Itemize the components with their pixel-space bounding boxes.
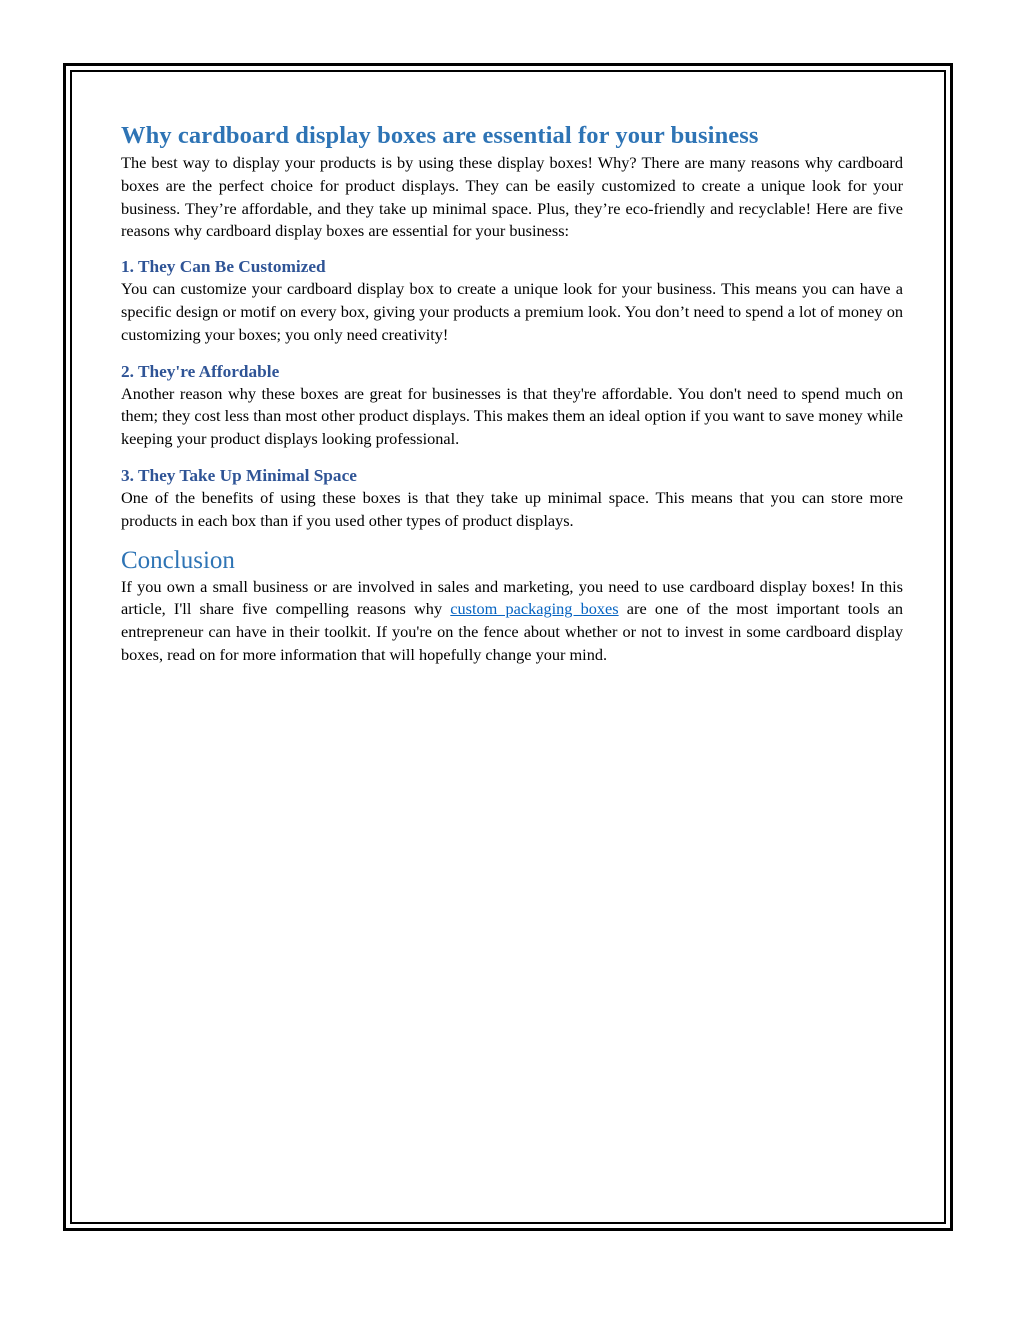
custom-packaging-boxes-link[interactable]: custom packaging boxes [450,599,619,619]
conclusion-paragraph [121,576,903,667]
section-body-minimal-space: One of the benefits of using these boxes is that they take up minimal space. This means that you can store more products in each box than if you used other types of product displays. [121,487,903,530]
conclusion-text-after-link: are one of the most important tools an entrepreneur can have in their toolkit. If you're on the fence about whether or not to invest in some cardboard display boxes, read on for more information that will hopefully change your mind. [121,599,903,664]
section-heading-affordable: 2. They're Affordable [121,361,280,381]
section-heading-customized: 1. They Can Be Customized [121,257,326,277]
conclusion-heading: Conclusion [121,546,235,574]
conclusion-text-before-link: If you own a small business or are involved in sales and marketing, you need to use cardboard display boxes! In this article, I'll share five compelling reasons why [121,576,903,619]
document-title: Why cardboard display boxes are essential for your business [121,122,759,149]
section-body-affordable: Another reason why these boxes are great for businesses is that they're affordable. You don't need to spend much on them; they cost less than most other product displays. This makes them an ideal option if you want to save money while keeping your product displays looking professional. [121,383,903,449]
section-body-customized: You can customize your cardboard display box to create a unique look for your business. This means you can have a specific design or motif on every box, giving your products a premium look. You don’t need to spend a lot of money on customizing your boxes; you only need creativity! [121,279,903,344]
intro-paragraph: The best way to display your products is by using these display boxes! Why? There are many reasons why cardboard boxes are the perfect choice for product displays. They can be easily customized to create a unique look for your business. They’re affordable, and they take up minimal space. Plus, they’re eco-friendly and recyclable! Here are five reasons why cardboard display boxes are essential for your business: [121,153,903,241]
section-heading-minimal-space: 3. They Take Up Minimal Space [121,465,357,485]
document-body [121,120,903,667]
